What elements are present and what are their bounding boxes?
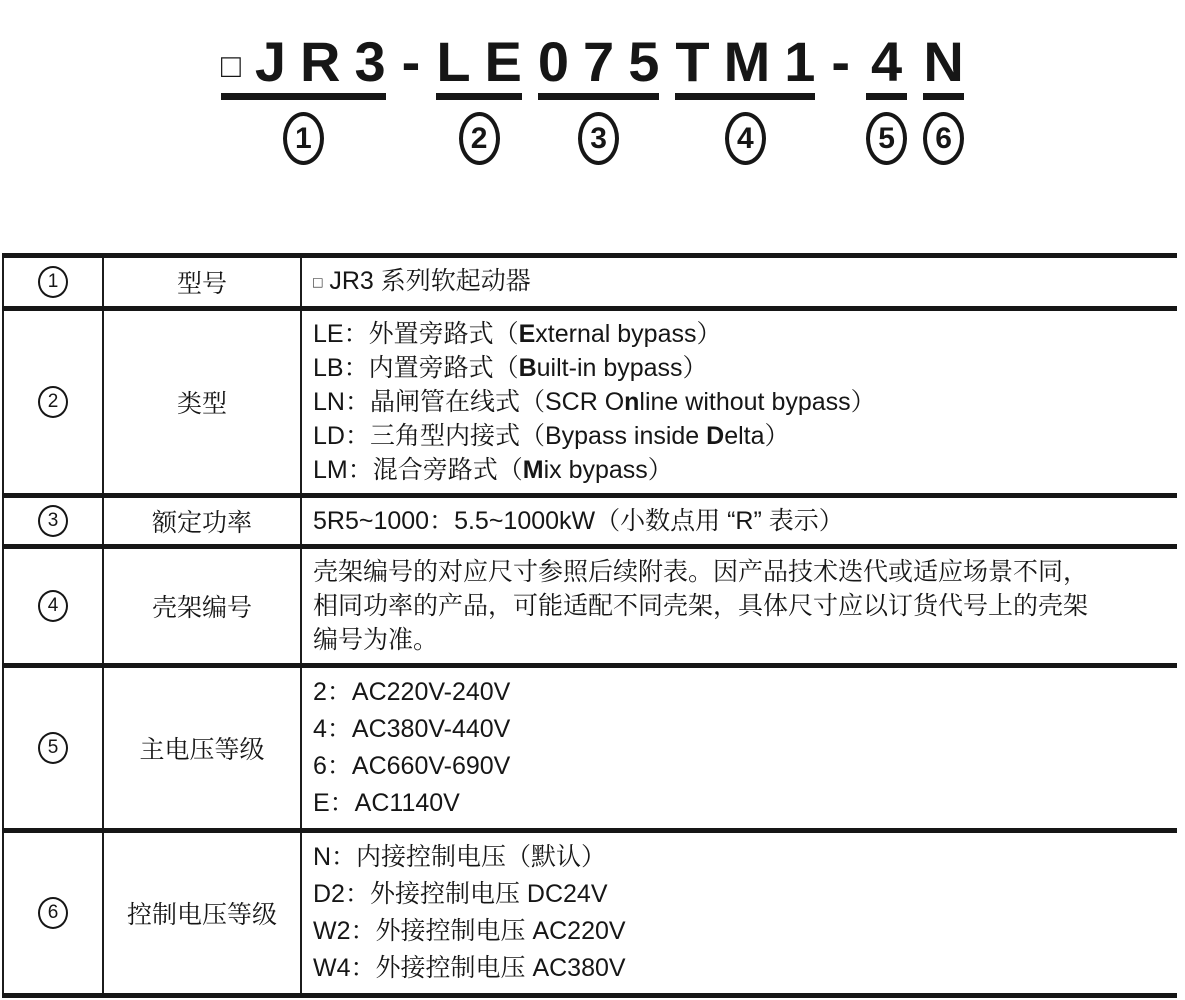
model-char: M <box>723 30 771 93</box>
text-run: W2：外接控制电压 AC220V <box>313 917 626 946</box>
model-char: E <box>484 30 522 93</box>
bold-letter: B <box>518 354 537 383</box>
spec-line <box>313 950 1167 987</box>
text-run: 6：AC660V-690V <box>313 752 511 781</box>
spec-line <box>313 674 1167 711</box>
row-marker-circle: 4 <box>38 590 68 622</box>
segment-marker-circle: 5 <box>866 112 907 165</box>
bold-letter: D <box>706 422 725 451</box>
model-segment-text <box>436 30 522 93</box>
row-marker-cell <box>3 496 103 547</box>
row-content <box>301 496 1177 547</box>
segment-underline <box>538 93 659 100</box>
text-run: 4：AC380V-440V <box>313 715 511 744</box>
table-row-4 <box>3 547 1177 666</box>
spec-line <box>313 555 1167 589</box>
spec-line <box>313 589 1167 623</box>
table-row-2 <box>3 309 1177 496</box>
segment-underline <box>675 93 815 100</box>
brand-placeholder-square: □ <box>313 274 323 292</box>
text-run: D2：外接控制电压 DC24V <box>313 880 608 909</box>
text-run: LE：外置旁路式（ <box>313 320 519 349</box>
table-row-5 <box>3 666 1177 831</box>
model-char: 3 <box>354 30 386 93</box>
spec-line <box>313 876 1167 913</box>
row-label: 主电压等级 <box>103 666 301 831</box>
row-marker-circle: 3 <box>38 505 68 537</box>
model-segment-text <box>923 30 964 93</box>
model-char: R <box>300 30 341 93</box>
text-run: elta） <box>724 422 790 451</box>
model-code-diagram <box>0 30 1185 165</box>
segment-marker-circle: 1 <box>283 112 324 165</box>
model-char: T <box>675 30 710 93</box>
spec-line <box>313 317 1167 351</box>
text-run: xternal bypass） <box>535 320 722 349</box>
table-row-3 <box>3 496 1177 547</box>
spec-line <box>313 785 1167 822</box>
row-marker-cell <box>3 666 103 831</box>
spec-line <box>313 264 1167 300</box>
spec-table-body <box>3 256 1177 996</box>
segment-marker-circle: 4 <box>725 112 766 165</box>
text-run: LN：晶闸管在线式（SCR O <box>313 388 625 417</box>
model-char: 1 <box>784 30 816 93</box>
row-content <box>301 831 1177 996</box>
spec-line <box>313 711 1167 748</box>
text-run: uilt-in bypass） <box>536 354 708 383</box>
row-label: 型号 <box>103 256 301 309</box>
model-char: L <box>436 30 471 93</box>
text-run: line without bypass） <box>639 388 876 417</box>
text-run: 2：AC220V-240V <box>313 678 511 707</box>
brand-placeholder-square: □ <box>220 47 241 84</box>
row-marker-circle: 6 <box>38 897 68 929</box>
row-content <box>301 309 1177 496</box>
text-run: N：内接控制电压（默认） <box>313 843 607 872</box>
text-run: ix bypass） <box>543 456 673 485</box>
text-run: 5R5~1000：5.5~1000kW（小数点用 “R” 表示） <box>313 507 844 536</box>
model-segment-3 <box>436 30 522 165</box>
segment-marker-circle: 3 <box>578 112 619 165</box>
spec-line <box>313 419 1167 453</box>
model-segment-7 <box>866 30 907 165</box>
model-segment-5 <box>675 30 816 165</box>
bold-letter: M <box>522 456 544 485</box>
spec-table <box>2 253 1177 998</box>
text-run: 相同功率的产品，可能适配不同壳架，具体尺寸应以订货代号上的壳架 <box>313 592 1089 621</box>
row-content <box>301 547 1177 666</box>
row-label: 额定功率 <box>103 496 301 547</box>
text-run: LD：三角型内接式（Bypass inside <box>313 422 707 451</box>
table-row-6 <box>3 831 1177 996</box>
model-segment-text <box>537 30 660 93</box>
segment-underline <box>221 93 386 100</box>
model-segment-4 <box>537 30 660 165</box>
spec-line <box>313 351 1167 385</box>
row-label: 壳架编号 <box>103 547 301 666</box>
model-segment-6 <box>831 30 851 93</box>
spec-line <box>313 913 1167 950</box>
row-marker-cell <box>3 256 103 309</box>
row-marker-cell <box>3 309 103 496</box>
spec-line <box>313 504 1167 538</box>
model-char: N <box>923 30 964 93</box>
spec-line <box>313 453 1167 487</box>
model-segment-text <box>831 30 851 93</box>
row-label: 类型 <box>103 309 301 496</box>
spec-line <box>313 839 1167 876</box>
text-run: W4：外接控制电压 AC380V <box>313 954 626 983</box>
model-char: J <box>254 30 287 93</box>
model-char: 7 <box>583 30 615 93</box>
row-marker-cell <box>3 547 103 666</box>
segment-underline <box>436 93 522 100</box>
model-char: 0 <box>537 30 570 93</box>
model-segment-1 <box>220 30 386 165</box>
row-marker-circle: 5 <box>38 732 68 764</box>
model-segment-text <box>675 30 816 93</box>
text-run: E：AC1140V <box>313 789 460 818</box>
spec-line <box>313 748 1167 785</box>
row-marker-cell <box>3 831 103 996</box>
bold-letter: E <box>518 320 536 349</box>
model-segment-text <box>401 30 421 93</box>
model-segment-2 <box>401 30 421 93</box>
row-label: 控制电压等级 <box>103 831 301 996</box>
row-marker-circle: 2 <box>38 386 68 418</box>
model-char: - <box>831 30 851 93</box>
row-content <box>301 666 1177 831</box>
bold-letter: n <box>624 388 640 417</box>
row-marker-circle: 1 <box>38 266 68 298</box>
segment-marker-circle: 6 <box>923 112 964 165</box>
segment-underline <box>923 93 964 100</box>
row-content <box>301 256 1177 309</box>
text-run: LM：混合旁路式（ <box>313 456 523 485</box>
text-run: 壳架编号的对应尺寸参照后续附表。因产品技术迭代或适应场景不同， <box>313 558 1089 587</box>
model-char: - <box>401 30 421 93</box>
spec-line <box>313 623 1167 657</box>
model-char: 4 <box>870 30 903 93</box>
model-char: 5 <box>628 30 660 93</box>
segment-marker-circle: 2 <box>459 112 500 165</box>
text-run: LB：内置旁路式（ <box>313 354 519 383</box>
model-segment-text <box>220 30 386 93</box>
text-run: JR3 系列软起动器 <box>322 267 531 295</box>
segment-underline <box>866 93 907 100</box>
text-run: 编号为准。 <box>313 626 439 655</box>
model-segment-text <box>870 30 903 93</box>
model-segment-8 <box>923 30 964 165</box>
spec-line <box>313 385 1167 419</box>
table-row-1 <box>3 256 1177 309</box>
